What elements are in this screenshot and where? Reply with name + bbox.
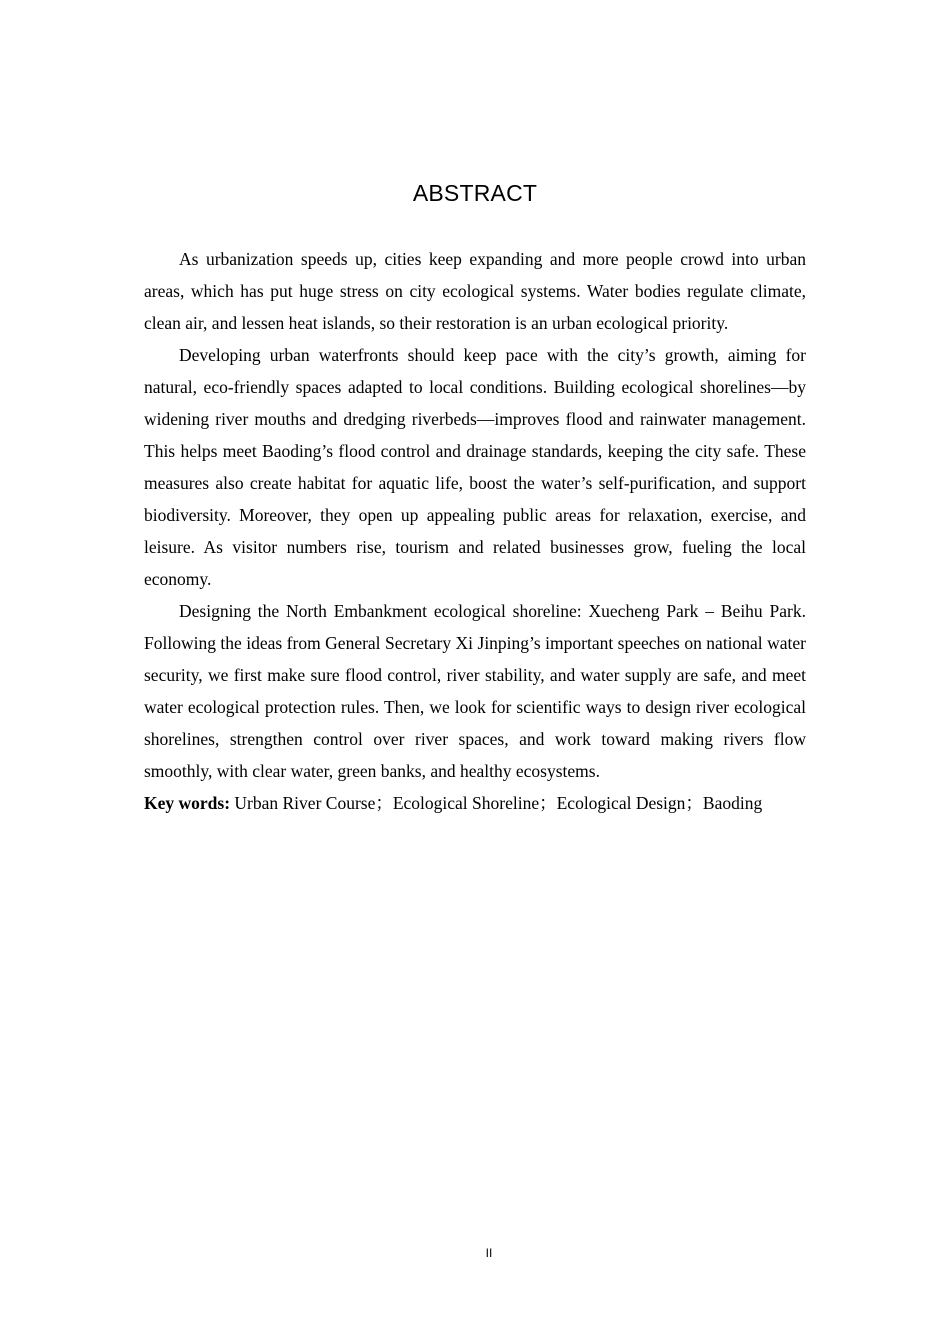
keywords-text: Urban River Course；Ecological Shoreline；Ecological Design；Baoding (230, 793, 763, 813)
page-number: II (485, 1246, 493, 1260)
abstract-paragraph-2: Developing urban waterfronts should keep pace with the city’s growth, aiming for natural, eco-friendly spaces adapted to local conditions. Building ecological shorelines—by widening river mouths and dredging riverbeds—improves flood and rainwater management. This helps meet Baoding’s flood control and drainage standards, keeping the city safe. These measures also create habitat for aquatic life, boost the water’s self-purification, and support biodiversity. Moreover, they open up appealing public areas for relaxation, exercise, and leisure. As visitor numbers rise, tourism and related businesses grow, fueling the local economy. (144, 345, 806, 589)
abstract-paragraph-1: As urbanization speeds up, cities keep expanding and more people crowd into urban areas, which has put huge stress on city ecological systems. Water bodies regulate climate, clean air, and lessen heat islands, so their restoration is an urban ecological priority. (144, 249, 806, 333)
abstract-body (144, 243, 806, 819)
keywords-label: Key words: (144, 793, 231, 813)
abstract-title: ABSTRACT (412, 180, 538, 206)
abstract-paragraph-3: Designing the North Embankment ecological shoreline: Xuecheng Park – Beihu Park. Following the ideas from General Secretary Xi Jinping’s important speeches on national water security, we first make sure flood control, river stability, and water supply are safe, and meet water ecological protection rules. Then, we look for scientific ways to design river ecological shorelines, strengthen control over river spaces, and work toward making rivers flow smoothly, with clear water, green banks, and healthy ecosystems. (144, 601, 806, 781)
keywords-line (144, 787, 806, 819)
